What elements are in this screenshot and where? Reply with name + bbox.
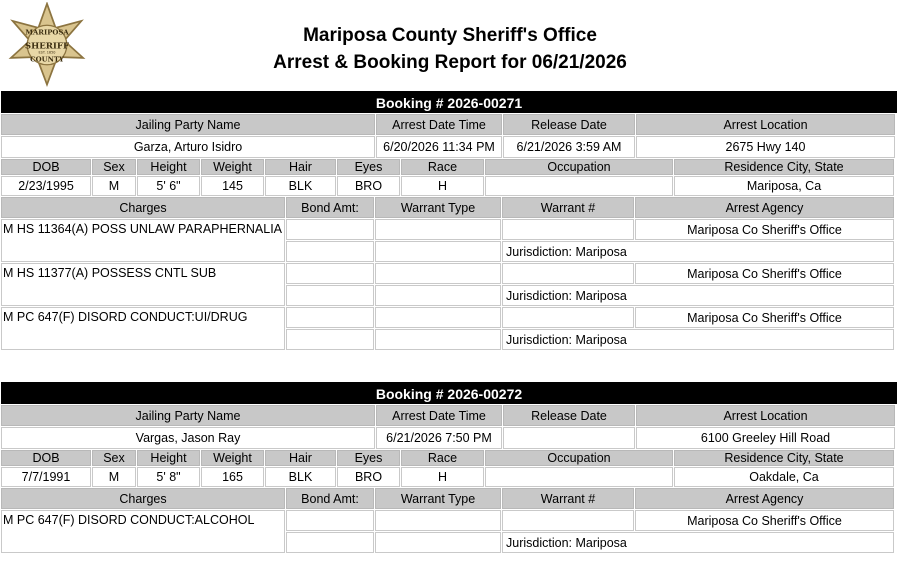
label-eyes: Eyes: [337, 450, 400, 466]
bond-amt-extra: [286, 285, 374, 306]
label-sex: Sex: [92, 159, 136, 175]
badge-mid-text: SHERIFF: [24, 41, 70, 52]
charge-text: M PC 647(F) DISORD CONDUCT:UI/DRUG: [1, 307, 285, 350]
label-charges: Charges: [1, 197, 285, 218]
jurisdiction: Jurisdiction: Mariposa: [502, 329, 894, 350]
arrest-agency: Mariposa Co Sheriff's Office: [635, 263, 894, 284]
report-title: [0, 22, 900, 76]
charge-row: [1, 509, 897, 553]
label-release-date: Release Date: [503, 114, 635, 135]
occupation: [485, 176, 673, 196]
label-weight: Weight: [201, 450, 264, 466]
height: 5' 6": [137, 176, 200, 196]
label-release-date: Release Date: [503, 405, 635, 426]
label-occupation: Occupation: [485, 450, 673, 466]
label-jailing-party-name: Jailing Party Name: [1, 114, 375, 135]
height: 5' 8": [137, 467, 200, 487]
eyes: BRO: [337, 467, 400, 487]
label-warrant-type: Warrant Type: [375, 197, 501, 218]
label-arrest-location: Arrest Location: [636, 405, 895, 426]
office-name: Mariposa County Sheriff's Office: [303, 25, 597, 46]
warrant-type-extra: [375, 241, 501, 262]
label-jailing-party-name: Jailing Party Name: [1, 405, 375, 426]
label-residence: Residence City, State: [674, 159, 894, 175]
charge-row: [1, 262, 897, 306]
occupation: [485, 467, 673, 487]
warrant-type-extra: [375, 285, 501, 306]
eyes: BRO: [337, 176, 400, 196]
residence: Mariposa, Ca: [674, 176, 894, 196]
arrest-date-time: 6/20/2026 11:34 PM: [376, 136, 502, 158]
bond-amt-extra: [286, 329, 374, 350]
bond-amt-extra: [286, 241, 374, 262]
warrant-no: [502, 510, 634, 531]
label-residence: Residence City, State: [674, 450, 894, 466]
bond-amt-extra: [286, 532, 374, 553]
label-race: Race: [401, 159, 484, 175]
label-dob: DOB: [1, 159, 91, 175]
bond-amt: [286, 219, 374, 240]
warrant-no: [502, 219, 634, 240]
bond-amt: [286, 263, 374, 284]
booking-card: [1, 91, 897, 350]
charge-text: M HS 11364(A) POSS UNLAW PARAPHERNALIA: [1, 219, 285, 262]
charge-row: [1, 306, 897, 350]
booking-card: [1, 382, 897, 553]
booking-number: Booking # 2026-00272: [1, 382, 897, 404]
warrant-type-extra: [375, 329, 501, 350]
race: H: [401, 467, 484, 487]
weight: 165: [201, 467, 264, 487]
residence: Oakdale, Ca: [674, 467, 894, 487]
race: H: [401, 176, 484, 196]
label-height: Height: [137, 450, 200, 466]
release-date: 6/21/2026 3:59 AM: [503, 136, 635, 158]
arrest-location: 2675 Hwy 140: [636, 136, 895, 158]
jurisdiction: Jurisdiction: Mariposa: [502, 241, 894, 262]
label-hair: Hair: [265, 159, 336, 175]
weight: 145: [201, 176, 264, 196]
booking-number: Booking # 2026-00271: [1, 91, 897, 113]
label-weight: Weight: [201, 159, 264, 175]
label-charges: Charges: [1, 488, 285, 509]
label-sex: Sex: [92, 450, 136, 466]
report-name: Arrest & Booking Report for 06/21/2026: [273, 52, 627, 73]
arrest-date-time: 6/21/2026 7:50 PM: [376, 427, 502, 449]
label-arrest-location: Arrest Location: [636, 114, 895, 135]
label-hair: Hair: [265, 450, 336, 466]
label-arrest-date-time: Arrest Date Time: [376, 114, 502, 135]
jurisdiction: Jurisdiction: Mariposa: [502, 532, 894, 553]
label-arrest-date-time: Arrest Date Time: [376, 405, 502, 426]
warrant-type: [375, 307, 501, 328]
warrant-no: [502, 263, 634, 284]
label-arrest-agency: Arrest Agency: [635, 197, 894, 218]
bond-amt: [286, 307, 374, 328]
warrant-type: [375, 510, 501, 531]
label-bond-amt: Bond Amt:: [286, 488, 374, 509]
sex: M: [92, 176, 136, 196]
jailing-party-name: Garza, Arturo Isidro: [1, 136, 375, 158]
warrant-no: [502, 307, 634, 328]
release-date: [503, 427, 635, 449]
label-height: Height: [137, 159, 200, 175]
arrest-agency: Mariposa Co Sheriff's Office: [635, 219, 894, 240]
hair: BLK: [265, 176, 336, 196]
label-occupation: Occupation: [485, 159, 673, 175]
badge-est-text: EST. 1850: [38, 50, 56, 55]
label-arrest-agency: Arrest Agency: [635, 488, 894, 509]
warrant-type: [375, 219, 501, 240]
warrant-type: [375, 263, 501, 284]
badge-top-text: MARIPOSA: [25, 28, 69, 37]
label-warrant-no: Warrant #: [502, 197, 634, 218]
arrest-agency: Mariposa Co Sheriff's Office: [635, 510, 894, 531]
charge-text: M HS 11377(A) POSSESS CNTL SUB: [1, 263, 285, 306]
sex: M: [92, 467, 136, 487]
jurisdiction: Jurisdiction: Mariposa: [502, 285, 894, 306]
dob: 7/7/1991: [1, 467, 91, 487]
dob: 2/23/1995: [1, 176, 91, 196]
label-warrant-type: Warrant Type: [375, 488, 501, 509]
charge-row: [1, 218, 897, 262]
badge-bottom-text: COUNTY: [30, 55, 64, 64]
charge-text: M PC 647(F) DISORD CONDUCT:ALCOHOL: [1, 510, 285, 553]
arrest-agency: Mariposa Co Sheriff's Office: [635, 307, 894, 328]
label-dob: DOB: [1, 450, 91, 466]
label-race: Race: [401, 450, 484, 466]
label-warrant-no: Warrant #: [502, 488, 634, 509]
jailing-party-name: Vargas, Jason Ray: [1, 427, 375, 449]
label-bond-amt: Bond Amt:: [286, 197, 374, 218]
warrant-type-extra: [375, 532, 501, 553]
bond-amt: [286, 510, 374, 531]
hair: BLK: [265, 467, 336, 487]
arrest-location: 6100 Greeley Hill Road: [636, 427, 895, 449]
label-eyes: Eyes: [337, 159, 400, 175]
